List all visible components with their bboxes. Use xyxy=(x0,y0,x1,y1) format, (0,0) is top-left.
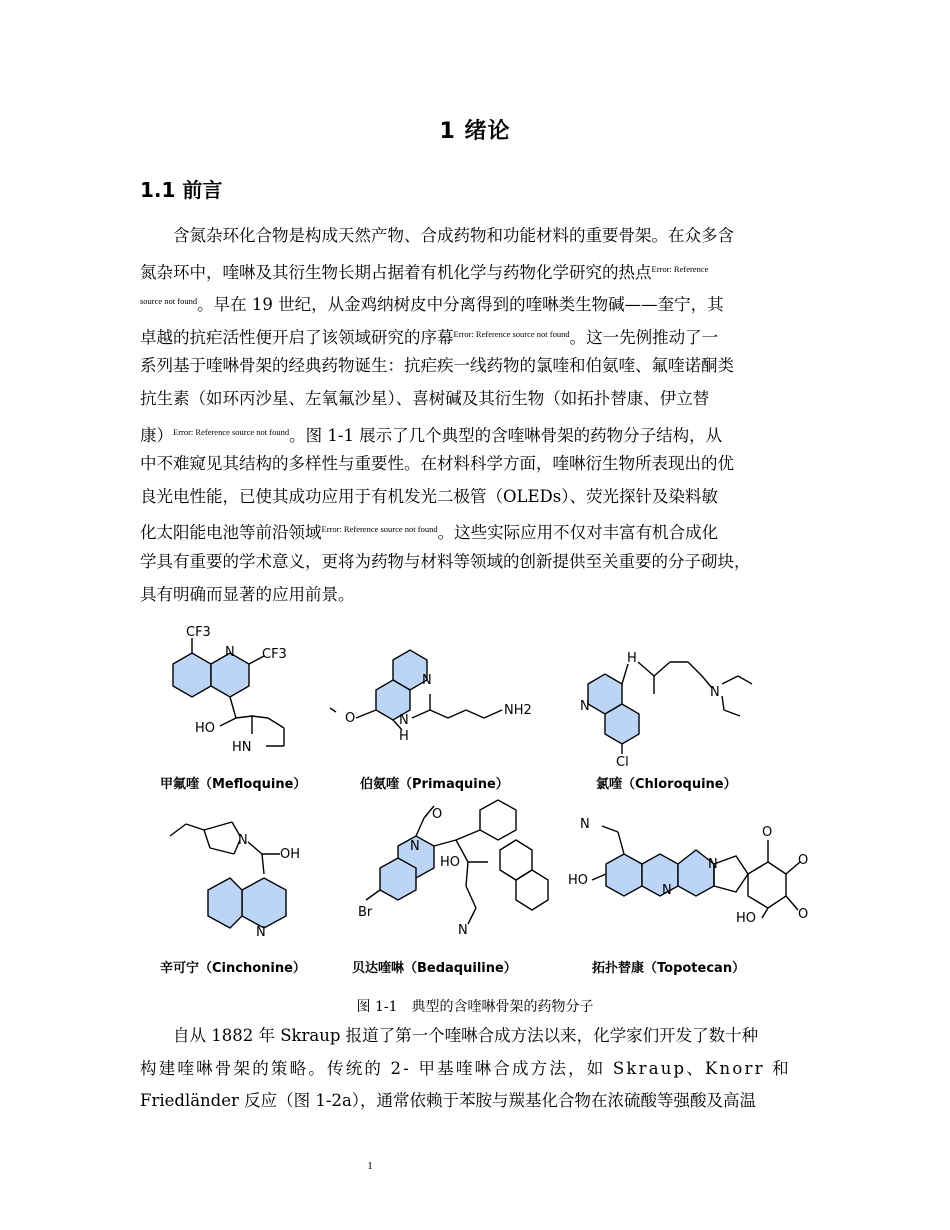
text-line xyxy=(140,546,812,579)
line-text: 具有明确而显著的应用前景。 xyxy=(140,584,355,604)
topotecan-label: 拓扑替康（Topotecan） xyxy=(592,961,746,976)
citation-error: source not found xyxy=(140,296,198,307)
synthesis-paragraph xyxy=(140,1020,812,1118)
line-text: 抗生素（如环丙沙星、左氧氟沙星）、喜树碱及其衍生物（如拓扑替康、伊立替 xyxy=(140,388,710,408)
mefloquine-n-label: N xyxy=(225,645,235,660)
line-text: 化太阳能电池等前沿领域 xyxy=(140,523,322,543)
line-text: 良光电性能，已使其成功应用于有机发光二极管（OLEDs）、荧光探针及染料敏 xyxy=(140,486,718,506)
line-text: 。早在 19 世纪，从金鸡纳树皮中分离得到的喹啉类生物碱——奎宁，其 xyxy=(197,295,724,315)
figure-1-1 xyxy=(140,618,820,988)
text-line: Friedländer 反应（图 1-2a），通常依赖于苯胺与羰基化合物在浓硫酸等强酸及高温 xyxy=(140,1091,757,1111)
cinchonine-n-label: N xyxy=(238,833,248,848)
topotecan-o-label: O xyxy=(762,825,773,840)
cinchonine-label: 辛可宁（Cinchonine） xyxy=(160,961,306,976)
figure-caption: 图 1-1 典型的含喹啉骨架的药物分子 xyxy=(356,999,594,1015)
citation-error: Error: Reference xyxy=(651,263,709,274)
text-line: 构建喹啉骨架的策略。传统的 2- 甲基喹啉合成方法，如 Skraup、Knorr 和 xyxy=(140,1058,791,1078)
text-line xyxy=(140,220,812,253)
text-line xyxy=(140,481,812,514)
bedaquiline-ho-label: HO xyxy=(440,855,461,870)
cinchonine-oh-label: OH xyxy=(280,847,301,862)
intro-paragraph xyxy=(140,220,812,611)
bedaquiline-br-label: Br xyxy=(358,905,373,920)
chloroquine-h-label: H xyxy=(627,651,637,666)
line-text: 。图 1-1 展示了几个典型的含喹啉骨架的药物分子结构，从 xyxy=(289,425,723,445)
line-text: 。这一先例推动了一 xyxy=(569,327,719,347)
line-text: 含氮杂环化合物是构成天然产物、合成药物和功能材料的重要骨架。在众多含 xyxy=(173,226,734,245)
mefloquine-cf3-label-b: CF3 xyxy=(262,647,287,662)
text-line xyxy=(140,416,812,449)
topotecan-o-ring-label: O xyxy=(798,853,809,868)
cinchonine-n-ring-label: N xyxy=(256,925,266,940)
line-text: 。这些实际应用不仅对丰富有机合成化 xyxy=(437,523,719,543)
primaquine-structure xyxy=(330,650,532,744)
chloroquine-label: 氯喹（Chloroquine） xyxy=(596,777,737,792)
section-heading: 1.1 前言 xyxy=(140,178,223,202)
bedaquiline-structure xyxy=(358,800,548,938)
primaquine-n-label: N xyxy=(422,673,432,688)
mefloquine-hn-label: HN xyxy=(232,740,252,755)
line-text: 康） xyxy=(140,425,173,445)
primaquine-n-amine-label: N xyxy=(399,713,409,728)
text-line xyxy=(140,285,812,318)
citation-error: Error: Reference source not found xyxy=(453,328,570,339)
chapter-title: 1 绪论 xyxy=(439,119,511,144)
text-line xyxy=(140,513,812,546)
mefloquine-label: 甲氟喹（Mefloquine） xyxy=(160,777,307,792)
bedaquiline-label: 贝达喹啉（Bedaquiline） xyxy=(352,961,517,976)
text-line: 自从 1882 年 Skraup 报道了第一个喹啉合成方法以来，化学家们开发了数十种 xyxy=(173,1026,759,1045)
topotecan-oh-label: HO xyxy=(736,911,757,926)
text-line xyxy=(140,253,812,286)
chloroquine-n-amine-label: N xyxy=(710,685,720,700)
topotecan-n-ring-label: N xyxy=(662,883,672,898)
chloroquine-cl-label: Cl xyxy=(616,755,629,770)
text-line xyxy=(140,448,812,481)
cinchonine-structure xyxy=(170,822,300,940)
topotecan-n-ring2-label: N xyxy=(708,857,718,872)
chloroquine-structure xyxy=(580,651,752,770)
bedaquiline-n-amine-label: N xyxy=(458,923,468,938)
primaquine-nh2-label: NH2 xyxy=(504,703,532,718)
text-line xyxy=(140,318,812,351)
line-text: 系列基于喹啉骨架的经典药物诞生：抗疟疾一线药物的氯喹和伯氨喹、氟喹诺酮类 xyxy=(140,356,734,376)
citation-error: Error: Reference source not found xyxy=(173,426,290,437)
line-text: 中不难窥见其结构的多样性与重要性。在材料科学方面，喹啉衍生物所表现出的优 xyxy=(140,454,734,474)
primaquine-o-label: O xyxy=(345,711,356,726)
topotecan-o-carbonyl-label: O xyxy=(798,907,809,922)
line-text: 学具有重要的学术意义，更将为药物与材料等领域的创新提供至关重要的分子砌块， xyxy=(140,551,751,571)
primaquine-h-label: H xyxy=(399,729,409,744)
chloroquine-n-ring-label: N xyxy=(580,699,590,714)
page-number: 1 xyxy=(367,1160,373,1172)
topotecan-ho-label: HO xyxy=(568,873,589,888)
primaquine-label: 伯氨喹（Primaquine） xyxy=(360,777,509,792)
text-line xyxy=(140,579,812,612)
topotecan-n-label: N xyxy=(580,817,590,832)
mefloquine-cf3-label-a: CF3 xyxy=(186,625,211,640)
text-line xyxy=(140,350,812,383)
line-text: 氮杂环中，喹啉及其衍生物长期占据着有机化学与药物化学研究的热点 xyxy=(140,262,652,282)
text-line xyxy=(140,383,812,416)
topotecan-structure xyxy=(568,817,808,926)
bedaquiline-n-label: N xyxy=(410,839,420,854)
bedaquiline-o-label: O xyxy=(432,807,443,822)
citation-error: Error: Reference source not found xyxy=(321,524,438,535)
mefloquine-structure xyxy=(173,625,287,755)
line-text: 卓越的抗疟活性便开启了该领域研究的序幕 xyxy=(140,327,454,347)
mefloquine-ho-label: HO xyxy=(195,721,216,736)
